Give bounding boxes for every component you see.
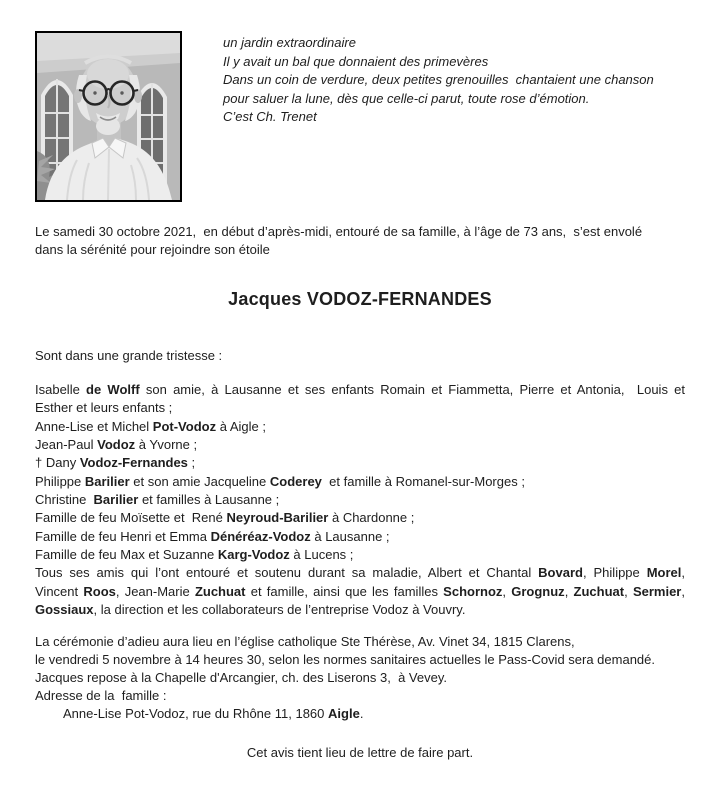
- text-segment: dans la sérénité pour rejoindre son étoile: [35, 241, 270, 257]
- text-segment: , la direction et les collaborateurs de l’entreprise Vodoz à Vouvry.: [93, 602, 466, 618]
- poem-line: [223, 108, 654, 127]
- intro-line: [35, 223, 690, 241]
- text-segment: Dans un coin de verdure, deux petites grenouilles chantaient une chanson: [223, 72, 654, 88]
- intro-paragraph: [35, 223, 690, 258]
- text-segment: ,: [681, 583, 685, 599]
- text-segment: Le samedi 30 octobre 2021, en début d’après-midi, entouré de sa famille, à l’âge de 73 ans, s’est envolé: [35, 224, 643, 239]
- poem-quote: [223, 34, 654, 127]
- family-line: [35, 399, 685, 417]
- poem-line: [223, 34, 654, 53]
- portrait-photo: [35, 31, 182, 202]
- text-segment: Isabelle: [35, 382, 87, 397]
- ceremony-line: [35, 669, 695, 687]
- family-line: [35, 436, 685, 454]
- text-segment: ,: [502, 583, 512, 599]
- text-segment: et familles à Lausanne ;: [138, 492, 280, 508]
- text-segment: Vincent: [35, 583, 84, 599]
- bold-surname: Barilier: [93, 492, 139, 508]
- bold-surname: Barilier: [84, 473, 130, 489]
- bold-surname: Coderey: [269, 473, 322, 489]
- text-segment: , Jean-Marie: [115, 583, 195, 599]
- ceremony-line: [35, 705, 695, 723]
- bold-surname: Zuchuat: [194, 583, 246, 599]
- text-segment: Jean-Paul: [35, 437, 98, 453]
- text-segment: un jardin extraordinaire: [223, 35, 356, 50]
- family-line: [35, 528, 685, 546]
- bold-surname: Sermier: [632, 583, 682, 599]
- bold-surname: Morel: [646, 565, 682, 581]
- text-segment: à Yvorne ;: [135, 437, 198, 453]
- family-line: [35, 564, 685, 582]
- bold-surname: Karg-Vodoz: [217, 547, 290, 563]
- bold-surname: Gossiaux: [35, 602, 94, 618]
- text-segment: ,: [564, 583, 574, 599]
- family-line: [35, 491, 685, 509]
- family-line: [35, 418, 685, 436]
- sadness-line: Sont dans une grande tristesse :: [35, 348, 223, 363]
- family-line: [35, 601, 685, 619]
- bold-surname: Zuchuat: [573, 583, 625, 599]
- family-list: [35, 381, 685, 619]
- text-segment: Adresse de la famille :: [35, 688, 167, 704]
- bold-surname: Grognuz: [511, 583, 565, 599]
- text-segment: Famille de feu Henri et Emma: [35, 528, 211, 544]
- bold-surname: Neyroud-Barilier: [226, 510, 329, 526]
- poem-line: [223, 53, 654, 72]
- text-segment: pour saluer la lune, dès que celle-ci parut, toute rose d’émotion.: [223, 90, 590, 106]
- text-segment: et son amie Jacqueline: [129, 473, 270, 489]
- text-segment: Famille de feu Moïsette et René: [35, 510, 227, 526]
- text-segment: .: [359, 706, 364, 722]
- family-line: [35, 381, 685, 399]
- bold-surname: Dénéréaz-Vodoz: [210, 528, 311, 544]
- bold-surname: Schornoz: [443, 583, 503, 599]
- family-line: [35, 473, 685, 491]
- bold-surname: Roos: [83, 583, 116, 599]
- text-segment: † Dany: [35, 455, 80, 471]
- bold-surname: Vodoz-Fernandes: [79, 455, 188, 471]
- text-segment: Il y avait un bal que donnaient des primevères: [223, 53, 489, 69]
- portrait-photo-illustration: [37, 33, 180, 200]
- family-line: [35, 583, 685, 601]
- text-segment: à Lausanne ;: [310, 528, 390, 544]
- bold-surname: Pot-Vodoz: [152, 418, 217, 434]
- family-line: [35, 509, 685, 527]
- text-segment: et famille, ainsi que les familles: [245, 583, 444, 599]
- family-line: [35, 546, 685, 564]
- text-segment: , Philippe: [582, 565, 647, 581]
- text-segment: Philippe: [35, 473, 85, 489]
- text-segment: Christine: [35, 492, 94, 508]
- text-segment: à Chardonne ;: [328, 510, 415, 526]
- family-line: [35, 454, 685, 472]
- ceremony-block: [35, 633, 695, 723]
- ceremony-line: [35, 651, 695, 669]
- ceremony-line: [35, 687, 695, 705]
- text-segment: ;: [187, 455, 196, 471]
- text-segment: ,: [681, 565, 685, 581]
- text-segment: Esther et leurs enfants ;: [35, 400, 173, 416]
- closing-line: Cet avis tient lieu de lettre de faire part.: [246, 745, 474, 760]
- text-segment: C’est Ch. Trenet: [223, 109, 317, 125]
- text-segment: à Aigle ;: [216, 418, 266, 434]
- text-segment: à Lucens ;: [289, 547, 354, 563]
- text-segment: Anne-Lise et Michel: [35, 418, 153, 434]
- intro-line: [35, 241, 690, 259]
- text-segment: ,: [624, 583, 633, 599]
- text-segment: Tous ses amis qui l’ont entouré et soutenu durant sa maladie, Albert et Chantal: [35, 565, 539, 581]
- bold-surname: Vodoz: [97, 437, 136, 453]
- text-segment: La cérémonie d’adieu aura lieu en l’église catholique Ste Thérèse, Av. Vinet 34, 1815 Clarens,: [35, 634, 575, 649]
- ceremony-line: [35, 633, 695, 651]
- poem-line: [223, 90, 654, 109]
- poem-line: [223, 71, 654, 90]
- text-segment: le vendredi 5 novembre à 14 heures 30, selon les normes sanitaires actuelles le Pass-Covid sera demandé.: [35, 652, 656, 668]
- text-segment: et famille à Romanel-sur-Morges ;: [321, 473, 525, 489]
- bold-surname: de Wolff: [86, 382, 140, 397]
- text-segment: Famille de feu Max et Suzanne: [35, 547, 218, 563]
- text-segment: son amie, à Lausanne et ses enfants Romain et Fiammetta, Pierre et Antonia, Louis et: [139, 382, 686, 397]
- bold-surname: Bovard: [538, 565, 583, 581]
- deceased-name-heading: Jacques VODOZ-FERNANDES: [228, 289, 492, 309]
- text-segment: Anne-Lise Pot-Vodoz, rue du Rhône 11, 1860: [63, 706, 329, 722]
- bold-surname: Aigle: [328, 706, 360, 722]
- text-segment: Jacques repose à la Chapelle d'Arcangier, ch. des Liserons 3, à Vevey.: [35, 670, 447, 686]
